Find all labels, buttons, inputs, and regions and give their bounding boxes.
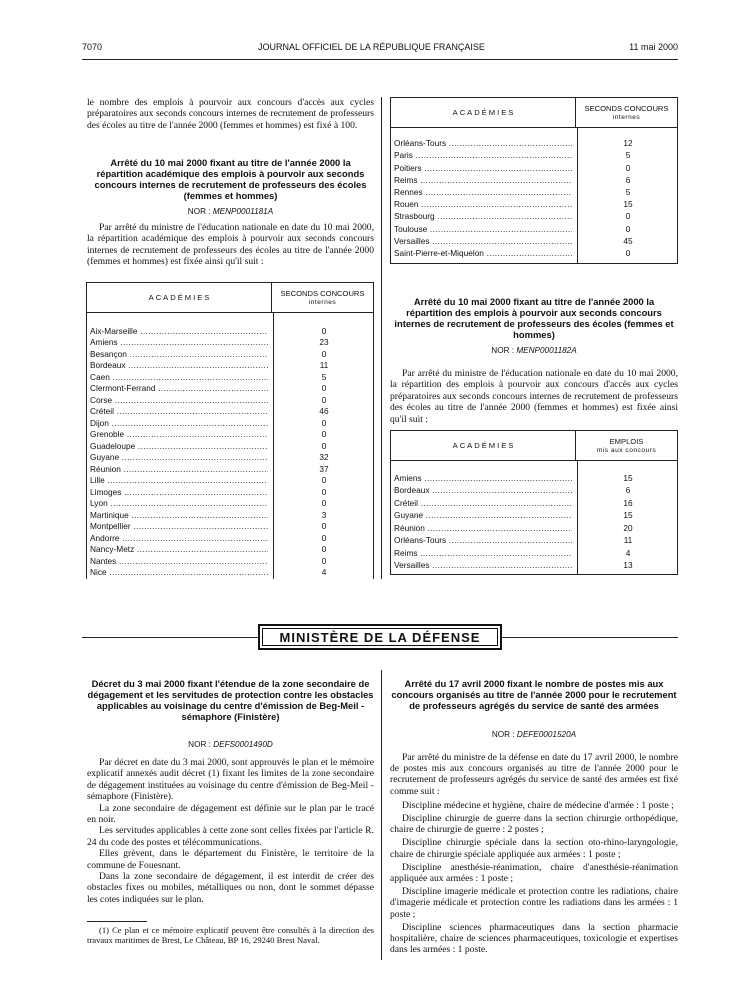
academie-name: Bordeaux ..... <box>90 360 268 370</box>
academie-value: 0 <box>321 383 327 393</box>
academie-value: 5 <box>625 150 631 161</box>
arrete-2-title: Arrêté du 10 mai 2000 fixant au titre de l'année 2000 la répartition des emplois à pourvoir aux seconds concours internes de recrutement de professeurs des écoles (femmes et hommes) <box>394 296 674 340</box>
academie-value: 16 <box>623 497 633 508</box>
academie-value: 6 <box>625 174 631 185</box>
academies-table-2 <box>390 97 678 264</box>
table-row <box>391 186 677 198</box>
academie-name: Amiens ..... <box>394 473 572 483</box>
academie-name: Guyane ..... <box>394 510 572 520</box>
col-seconds-concours: SECONDS CONCOURS internes <box>575 98 677 127</box>
table-row <box>391 521 677 534</box>
issue-date: 11 mai 2000 <box>629 42 678 52</box>
table-row <box>391 534 677 547</box>
academie-name: Lille ..... <box>90 475 268 485</box>
arrete-paragraph: Par arrêté du ministre de la défense en date du 17 avril 2000, le nombre de postes mis aux concours organisés au titre de l'année 2000 pour le recrutement de professeurs agrégés du service de santé des armées est fixé comme suit : <box>390 752 678 797</box>
arrete-paragraph: Discipline médecine et hygiène, chaire de médecine d'armée : 1 poste ; <box>402 799 674 811</box>
table-row <box>391 222 677 234</box>
footnote: (1) Ce plan et ce mémoire explicatif peuvent être consultés à la direction des travaux maritimes de Brest, Le Château, BP 16, 29240 Brest Naval. <box>87 925 374 946</box>
table-row <box>391 161 677 173</box>
arrete-2-nor: NOR : MENP0001182A <box>491 346 577 355</box>
footnote-rule <box>87 921 147 922</box>
table-row <box>391 546 677 559</box>
arrete-paragraph: Discipline chirurgie de guerre dans la section chirurgie orthopédique, chaire de chirurgie de guerre : 2 postes ; <box>390 813 678 836</box>
journal-title: JOURNAL OFFICIEL DE LA RÉPUBLIQUE FRANÇAISE <box>258 42 485 52</box>
arrete-paragraph: Discipline chirurgie spéciale dans la section oto-rhino-laryngologie, chaire de chirurgie spéciale appliquée aux armées : 1 poste ; <box>390 837 678 860</box>
academie-value: 45 <box>623 235 633 246</box>
academie-name: Créteil ..... <box>394 498 572 508</box>
table-row <box>391 471 677 484</box>
academie-name: Corse ..... <box>90 395 268 405</box>
table-row <box>87 348 373 360</box>
academie-value: 12 <box>623 138 633 149</box>
academie-value: 37 <box>319 463 329 474</box>
academie-name: Dijon ..... <box>90 418 268 428</box>
academie-name: Caen ..... <box>90 372 268 382</box>
academie-value: 11 <box>319 360 329 370</box>
academie-value: 0 <box>625 247 631 258</box>
academie-name: Strasbourg ..... <box>394 211 572 221</box>
academie-value: 0 <box>321 532 327 543</box>
table-row <box>391 210 677 222</box>
section-rule-right <box>502 637 678 638</box>
table-row <box>391 484 677 497</box>
table-row <box>87 440 373 452</box>
table-row <box>391 247 677 259</box>
academie-name: Martinique ..... <box>90 510 268 520</box>
academie-name: Rouen ..... <box>394 199 572 209</box>
academie-name: Versailles ..... <box>394 236 572 246</box>
table-row <box>87 532 373 544</box>
academie-value: 0 <box>321 544 327 554</box>
academie-name: Amiens ..... <box>90 337 268 347</box>
table-body <box>87 325 373 578</box>
academie-value: 11 <box>623 535 633 545</box>
table-row <box>87 406 373 418</box>
academie-name: Guadeloupe ..... <box>90 441 268 451</box>
academie-value: 15 <box>623 199 633 210</box>
arrete-defense-nor: NOR : DEFE0001520A <box>491 730 577 739</box>
academie-name: Reims ..... <box>394 548 572 558</box>
table-row <box>87 371 373 383</box>
academie-name: Limoges ..... <box>90 487 268 497</box>
academie-name: Aix-Marseille ..... <box>90 326 268 336</box>
academie-value: 0 <box>321 486 327 497</box>
academie-value: 23 <box>319 337 329 347</box>
academie-name: Grenoble ..... <box>90 429 268 439</box>
academie-value: 0 <box>321 475 327 485</box>
col-seconds-concours: SECONDS CONCOURS internes <box>271 283 373 312</box>
academie-name: Lyon ..... <box>90 498 268 508</box>
academie-value: 46 <box>319 406 329 416</box>
academie-name: Créteil ..... <box>90 406 268 416</box>
decret-body <box>87 757 374 905</box>
academie-value: 5 <box>321 371 327 382</box>
academie-value: 0 <box>625 211 631 222</box>
table-row <box>87 394 373 406</box>
academie-value: 0 <box>321 325 327 336</box>
academie-value: 6 <box>625 485 631 495</box>
academie-name: Orléans-Tours ..... <box>394 535 572 545</box>
table-row <box>87 567 373 579</box>
academie-value: 0 <box>321 417 327 428</box>
table-row <box>391 235 677 247</box>
table-row <box>391 174 677 186</box>
academie-value: 15 <box>623 472 633 483</box>
col-academies: ACADÉMIES <box>452 108 516 117</box>
academie-value: 0 <box>321 394 327 405</box>
table-row <box>87 360 373 372</box>
table-row <box>87 452 373 464</box>
arrete-defense-title: Arrêté du 17 avril 2000 fixant le nombre de postes mis aux concours organisés au titre de l'année 2000 pour le recrutement de professeurs agrégés du service de santé des armées <box>391 678 677 711</box>
table-row <box>391 496 677 509</box>
academie-name: Saint-Pierre-et-Miquelon ..... <box>394 248 572 258</box>
arrete-1-body: Par arrêté du ministre de l'éducation nationale en date du 10 mai 2000, la répartition académique des emplois à pourvoir aux seconds concours internes de recrutement de professeurs des écoles au titre de l'année 2000 (femmes et hommes) est fixée ainsi qu'il suit : <box>87 222 374 268</box>
academie-name: Toulouse ..... <box>394 224 572 234</box>
academie-value: 0 <box>321 555 327 566</box>
arrete-1-title: Arrêté du 10 mai 2000 fixant au titre de l'année 2000 la répartition académique des emplois à pourvoir aux seconds concours internes de recrutement de professeurs des écoles (femmes et hommes) <box>94 157 367 201</box>
table-row <box>87 521 373 533</box>
col-academies: ACADÉMIES <box>148 293 212 302</box>
academie-name: Bordeaux ..... <box>394 485 572 495</box>
academie-name: Andorre ..... <box>90 533 268 543</box>
academie-value: 0 <box>625 223 631 234</box>
decret-paragraph: Les servitudes applicables à cette zone sont celles fixées par l'article R. 24 du code des postes et télécommunications. <box>87 825 374 848</box>
column-divider <box>381 97 382 579</box>
table-row <box>391 559 677 572</box>
table-row <box>87 486 373 498</box>
page-header <box>82 42 678 56</box>
decret-paragraph: Par décret en date du 3 mai 2000, sont approuvés le plan et le mémoire explicatif annexés audit décret (1) fixant les limites de la zone secondaire de dégagement instituées au voisinage du centre d'émission de Beg-Meil - sémaphore (Finistère). <box>87 757 374 803</box>
arrete-paragraph: Discipline imagerie médicale et protection contre les radiations, chaire d'imagerie médicale et protection contre les radiations dans les armées : 1 poste ; <box>390 886 678 920</box>
ministry-heading: MINISTÈRE DE LA DÉFENSE <box>258 624 502 650</box>
academie-name: Guyane ..... <box>90 452 268 462</box>
academie-name: Montpellier ..... <box>90 521 268 531</box>
academie-value: 0 <box>321 521 327 531</box>
decret-nor: NOR : DEFS0001490D <box>188 740 273 749</box>
academie-name: Rennes ..... <box>394 187 572 197</box>
table-row <box>87 544 373 556</box>
decret-paragraph: Dans la zone secondaire de dégagement, il est interdit de créer des obstacles fixes ou mobiles, métalliques ou non, dont le sommet dépasse les cotes indiquées sur le plan. <box>87 871 374 905</box>
academie-name: Réunion ..... <box>90 464 268 474</box>
academie-name: Reims ..... <box>394 175 572 185</box>
arrete-1-nor: NOR : MENP0001181A <box>187 207 274 216</box>
academie-value: 15 <box>623 510 633 520</box>
table-body <box>391 137 677 259</box>
academie-value: 5 <box>625 186 631 197</box>
table-row <box>87 429 373 441</box>
academies-table-1 <box>86 282 374 579</box>
academie-value: 13 <box>623 560 633 570</box>
arrete-2-body: Par arrêté du ministre de l'éducation nationale en date du 10 mai 2000, la répartition des emplois à pourvoir aux concours d'accès aux cycles préparatoires aux seconds concours internes de recrutement de professeurs des écoles au titre de l'année 2000 (femmes et hommes) est fixée ainsi qu'il suit : <box>390 368 678 425</box>
arrete-defense-body <box>390 752 678 955</box>
table-row <box>87 325 373 337</box>
table-row <box>87 337 373 349</box>
academie-value: 32 <box>319 452 329 462</box>
decret-paragraph: La zone secondaire de dégagement est définie sur le plan par le tracé en noir. <box>87 802 374 826</box>
academie-value: 3 <box>321 509 327 520</box>
academie-value: 0 <box>321 498 327 508</box>
intro-text: le nombre des emplois à pourvoir aux concours d'accès aux cycles préparatoires aux seconds concours internes de recrutement de professeurs des écoles au titre de l'année 2000 (femmes et hommes) est fixé à 100. <box>87 97 374 131</box>
academie-name: Nancy-Metz ..... <box>90 544 268 554</box>
decret-title: Décret du 3 mai 2000 fixant l'étendue de la zone secondaire de dégagement et les servitudes de protection contre les obstacles applicables au voisinage du centre d'émission de Beg-Meil - sémaphore (Finistère) <box>87 678 374 722</box>
academie-value: 0 <box>625 162 631 173</box>
table-row <box>87 417 373 429</box>
arrete-paragraph: Discipline sciences pharmaceutiques dans la section pharmacie hospitalière, chaire de sciences pharmaceutiques, toxicologie et expertises dans les armées : 1 poste. <box>390 921 678 956</box>
academie-name: Besançon ..... <box>90 349 268 359</box>
table-header <box>391 431 677 461</box>
header-rule <box>82 59 678 60</box>
academie-name: Nantes ..... <box>90 556 268 566</box>
page-number: 7070 <box>82 42 103 52</box>
academie-name: Poitiers ..... <box>394 163 572 173</box>
table-row <box>87 509 373 521</box>
table-row <box>87 555 373 567</box>
table-row <box>391 149 677 161</box>
academie-value: 0 <box>321 429 327 439</box>
table-row <box>87 463 373 475</box>
section-rule-left <box>82 637 258 638</box>
decret-paragraph: Elles grèvent, dans le département du Finistère, le territoire de la commune de Fouesnant. <box>87 848 374 871</box>
academie-name: Orléans-Tours ..... <box>394 138 572 148</box>
table-row <box>87 498 373 510</box>
table-row <box>87 383 373 395</box>
academie-name: Versailles ..... <box>394 560 572 570</box>
table-row <box>87 475 373 487</box>
academie-value: 0 <box>321 440 327 451</box>
academie-value: 20 <box>623 522 633 533</box>
academie-value: 4 <box>321 567 327 577</box>
academie-name: Réunion ..... <box>394 523 572 533</box>
table-row <box>391 137 677 149</box>
table-header <box>391 98 677 128</box>
column-divider-2 <box>381 670 382 960</box>
academie-name: Clermont-Ferrand ..... <box>90 383 268 393</box>
col-emplois: EMPLOIS mis aux concours <box>575 431 677 460</box>
arrete-paragraph: Discipline anesthésie-réanimation, chaire d'anesthésie-réanimation appliquée aux armées : 1 poste ; <box>390 861 678 885</box>
emplois-table <box>390 430 678 575</box>
table-row <box>391 198 677 210</box>
academie-value: 4 <box>625 547 631 558</box>
academie-name: Paris ..... <box>394 150 572 160</box>
col-academies: ACADÉMIES <box>452 441 516 450</box>
academie-name: Nice ..... <box>90 567 268 577</box>
academie-value: 0 <box>321 348 327 359</box>
table-row <box>391 509 677 522</box>
table-header <box>87 283 373 313</box>
table-body <box>391 471 677 571</box>
